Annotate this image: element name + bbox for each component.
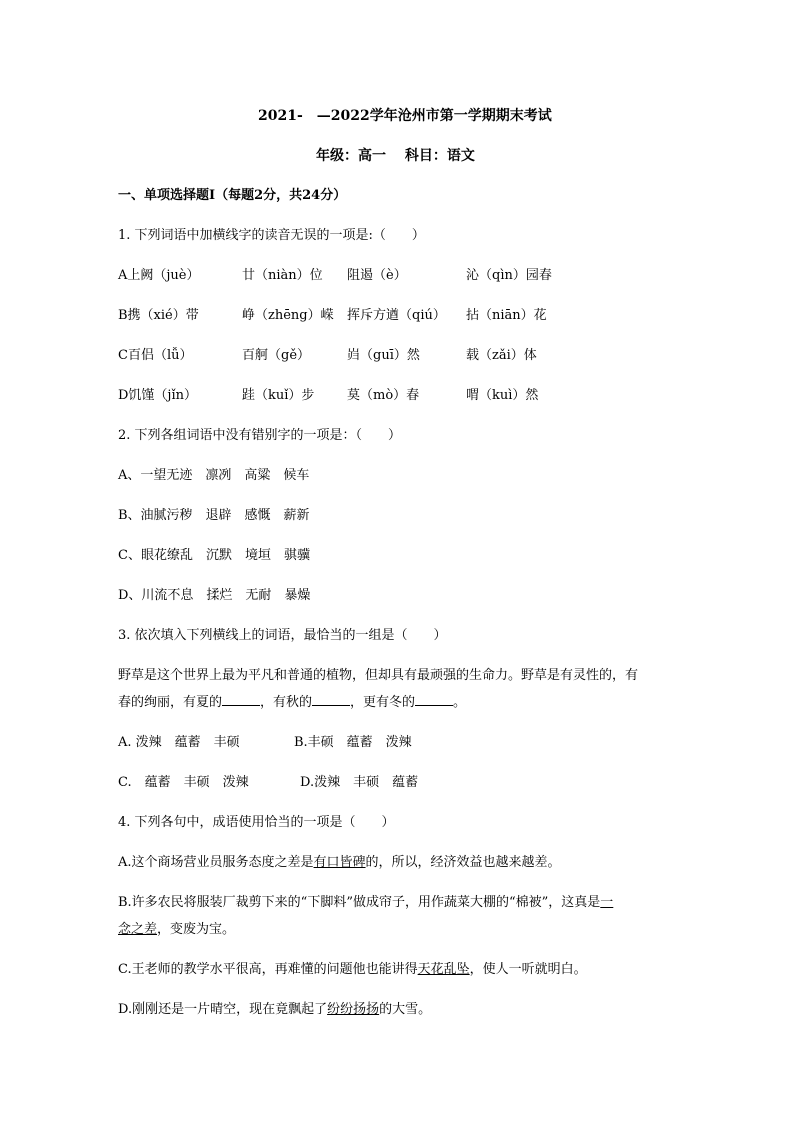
q3-option-d: D.泼辣 丰硕 蕴蓄 (300, 775, 419, 790)
q3-passage-line1: 野草是这个世界上最为平凡和普通的植物，但却具有最顽强的生命力。野草是有灵性的，有 (118, 668, 639, 683)
q1-option-b-1: B携（xié）带 (118, 308, 199, 323)
q4-a-text-post: 的，所以，经济效益也越来越差。 (365, 855, 561, 870)
q1-option-c-1: C百侣（lǚ） (118, 348, 193, 363)
q3-passage-text-b: ，有秋的 (260, 695, 313, 710)
q3-passage-text-d: 。 (453, 695, 467, 710)
q1-option-b-2: 峥（zhēng）嵘 (242, 308, 334, 323)
q3-option-b: B.丰硕 蕴蓄 泼辣 (294, 735, 412, 750)
q1-option-d-4: 喟（kuì）然 (466, 388, 539, 403)
exam-subtitle: 年级：高一 科目：语文 (316, 148, 475, 164)
q1-option-d-1: D饥馑（jǐn） (118, 388, 197, 403)
q4-a-idiom: 有口皆碑 (313, 855, 366, 870)
q4-a-text-pre: A.这个商场营业员服务态度之差是 (118, 855, 314, 870)
q3-passage-text-c: ，更有冬的 (350, 695, 416, 710)
q1-option-a-3: 阻遏（è） (347, 268, 407, 283)
q4-option-c (118, 958, 587, 977)
q4-c-idiom: 天花乱坠 (417, 962, 470, 977)
q4-d-text-pre: D.刚刚还是一片晴空，现在竟飘起了 (118, 1002, 328, 1017)
q4-stem: 4. 下列各句中，成语使用恰当的一项是（ ） (118, 815, 395, 830)
blank-2 (312, 693, 350, 706)
q2-stem: 2. 下列各组词语中没有错别字的一项是：（ ） (118, 428, 402, 443)
q4-c-text-pre: C.王老师的教学水平很高，再难懂的问题他也能讲得 (118, 962, 418, 977)
q1-option-a-1: A上阙（juè） (118, 268, 200, 283)
q4-option-b-line2 (118, 918, 235, 937)
q4-option-a (118, 851, 561, 870)
q1-option-a-4: 沁（qìn）园春 (466, 268, 552, 283)
q4-b-idiom-part1: 一 (600, 895, 614, 910)
q4-option-b-line1 (118, 891, 613, 910)
q4-b-text-post: ，变废为宝。 (157, 922, 236, 937)
q1-option-a-2: 廿（niàn）位 (242, 268, 323, 283)
section-heading: 一、单项选择题Ⅰ（每题2分，共24分） (118, 188, 347, 203)
q2-option-c: C、眼花缭乱 沉默 境垣 骐骥 (118, 548, 310, 563)
q4-d-text-post: 的大雪。 (379, 1002, 432, 1017)
q3-option-c: C. 蕴蓄 丰硕 泼辣 (118, 775, 249, 790)
exam-title: 2021- —2022学年沧州市第一学期期末考试 (258, 108, 552, 124)
q1-option-c-4: 载（zǎi）体 (466, 348, 537, 363)
q3-passage-line2 (118, 691, 466, 710)
q2-option-a: A、一望无迹 凛冽 高粱 候车 (118, 468, 310, 483)
q3-option-a: A. 泼辣 蕴蓄 丰硕 (118, 735, 240, 750)
q1-option-c-3: 岿（guī）然 (347, 348, 420, 363)
q2-option-d: D、川流不息 揉烂 无耐 暴燥 (118, 588, 311, 603)
q1-option-d-3: 莫（mò）春 (347, 388, 420, 403)
q4-b-idiom-part2: 念之差 (118, 922, 158, 937)
q4-b-text-pre: B.许多农民将服装厂裁剪下来的“下脚料”做成帘子，用作蔬菜大棚的“棉被”，这真是 (118, 895, 601, 910)
q1-option-b-4: 拈（niān）花 (466, 308, 547, 323)
q1-stem: 1. 下列词语中加横线字的读音无误的一项是:（ ） (118, 228, 425, 243)
q3-passage-text-a: 春的绚丽，有夏的 (118, 695, 223, 710)
q2-option-b: B、油腻污秽 退辟 感慨 薪新 (118, 508, 310, 523)
blank-1 (222, 693, 260, 706)
q4-option-d (118, 998, 431, 1017)
q4-d-idiom: 纷纷扬扬 (327, 1002, 380, 1017)
q1-option-b-3: 挥斥方遒（qiú） (347, 308, 446, 323)
q3-stem: 3. 依次填入下列横线上的词语，最恰当的一组是（ ） (118, 628, 447, 643)
q1-option-d-2: 跬（kuǐ）步 (242, 388, 315, 403)
q1-option-c-2: 百舸（gě） (242, 348, 311, 363)
blank-3 (415, 693, 453, 706)
q4-c-text-post: ，使人一听就明白。 (469, 962, 587, 977)
